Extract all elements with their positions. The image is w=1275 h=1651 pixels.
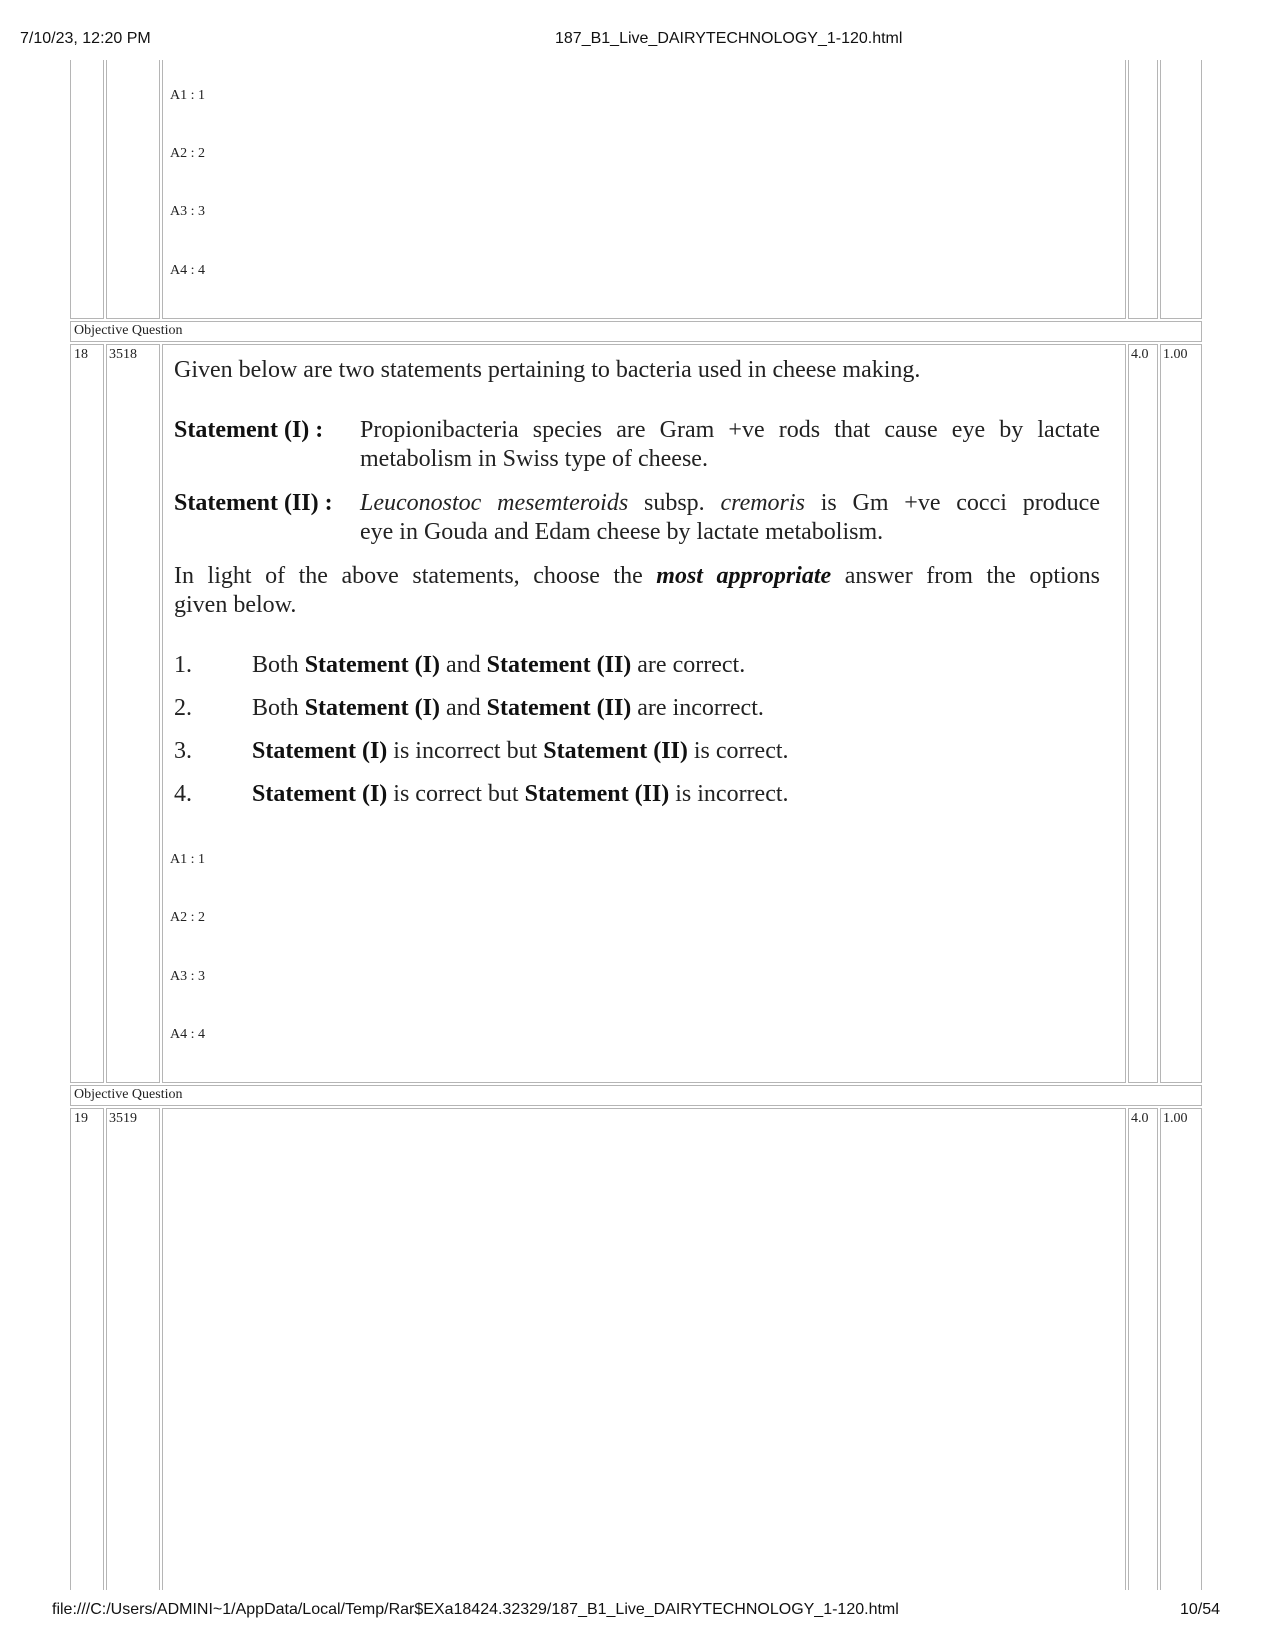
question-number: 19 (74, 1111, 88, 1126)
question-type-row (70, 1085, 1202, 1106)
print-page-number: 10/54 (1180, 1601, 1221, 1618)
choice-number: 1. (174, 652, 192, 678)
choice-text: Both Statement (I) and Statement (II) are correct. (252, 652, 746, 678)
question-type-label: Objective Question (74, 1087, 183, 1102)
print-title: 187_B1_Live_DAIRYTECHNOLOGY_1-120.html (555, 30, 903, 47)
question-id: 3519 (109, 1111, 137, 1126)
statement-1-text: Propionibacteria species are Gram +ve rods that cause eye by lactate (360, 417, 1100, 443)
question-negative-marks: 1.00 (1163, 1111, 1188, 1126)
statement-2-label: Statement (II) : (174, 490, 333, 516)
instruction-text-cont: given below. (174, 592, 297, 618)
statement-1-label: Statement (I) : (174, 417, 324, 443)
answer-option: A4 : 4 (170, 1027, 205, 1042)
choice-text: Statement (I) is correct but Statement (II) is incorrect. (252, 781, 789, 807)
statement-2-text-cont: eye in Gouda and Edam cheese by lactate metabolism. (360, 519, 884, 545)
answer-option: A4 : 4 (170, 263, 205, 278)
question-marks: 4.0 (1131, 347, 1149, 362)
choice-text: Both Statement (I) and Statement (II) are incorrect. (252, 695, 764, 721)
answer-option: A2 : 2 (170, 910, 205, 925)
question-intro: Given below are two statements pertaining to bacteria used in cheese making. (174, 357, 921, 383)
question-number: 18 (74, 347, 88, 362)
choice-text: Statement (I) is incorrect but Statement (II) is correct. (252, 738, 789, 764)
choice-number: 4. (174, 781, 192, 807)
question-marks: 4.0 (1131, 1111, 1149, 1126)
print-footer-path: file:///C:/Users/ADMINI~1/AppData/Local/Temp/Rar$EXa18424.32329/187_B1_Live_DAIRYTECHNOLOGY_1-120.html (52, 1601, 899, 1618)
answer-option: A2 : 2 (170, 146, 205, 161)
question-id: 3518 (109, 347, 137, 362)
instruction-text: In light of the above statements, choose the most appropriate answer from the options (174, 563, 1101, 589)
print-datetime: 7/10/23, 12:20 PM (20, 30, 151, 47)
choice-number: 2. (174, 695, 192, 721)
choice-number: 3. (174, 738, 192, 764)
question-type-row (70, 321, 1202, 342)
answer-option: A1 : 1 (170, 88, 205, 103)
statement-1-text-cont: metabolism in Swiss type of cheese. (360, 446, 708, 472)
statement-2-text: Leuconostoc mesemteroids subsp. cremoris is Gm +ve cocci produce (360, 490, 1100, 516)
question-type-label: Objective Question (74, 323, 183, 338)
answer-option: A1 : 1 (170, 852, 205, 867)
answer-option: A3 : 3 (170, 204, 205, 219)
answer-option: A3 : 3 (170, 969, 205, 984)
question-negative-marks: 1.00 (1163, 347, 1188, 362)
